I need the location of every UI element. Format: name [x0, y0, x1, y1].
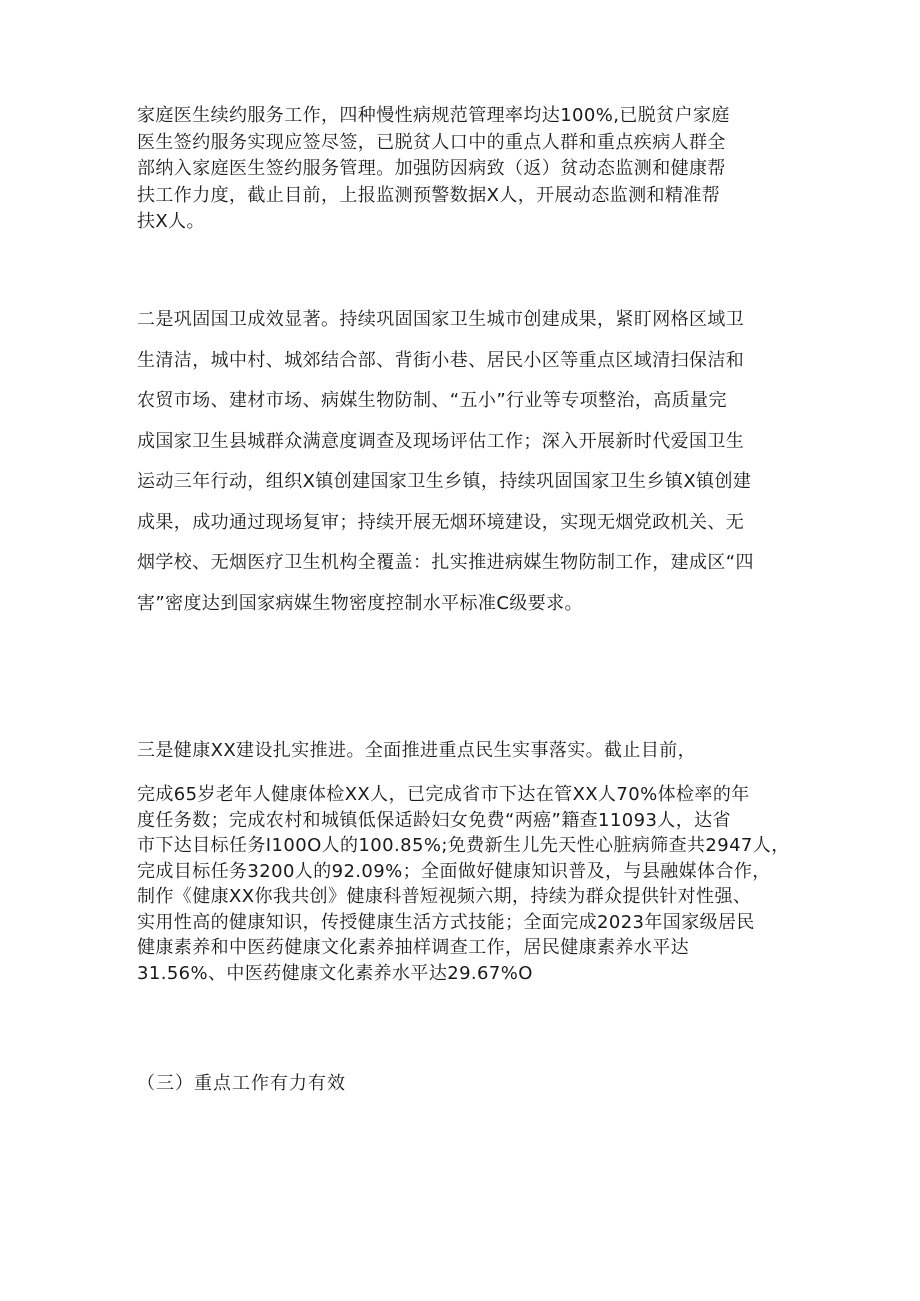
paragraph-healthy-xx-details: 完成65岁老年人健康体检XX人，已完成省市下达在管XX人70%体检率的年 度任务数；完成农村和城镇低保适龄妇女免费“两癌”籍查11093人，达省 市下达目标任务I100O人的100.85%;免费新生儿先天性心脏病筛查共2947人， 完成目标任务3200人的92.09%；全面做好健康知识普及，与县融媒体合作， 制作《健康XX你我共创》健康科普短视频六期，持续为群众提供针对性强、 实用性高的健康知识，传授健康生活方式技能；全面完成2023年国家级居民 健康素养和中医药健康文化素养抽样调查工作，居民健康素养水平达 31.56%、中医药健康文化素养水平达29.67%O — [137, 784, 790, 984]
paragraph-national-sanitation: 二是巩固国卫成效显著。持续巩固国家卫生城市创建成果，紧盯网格区域卫 生清洁，城中村、城郊结合部、背街小巷、居民小区等重点区域清扫保洁和 农贸市场、建材市场、病媒生物防制、“五小”行业等专项整治，高质量完 成国家卫生县城群众满意度调查及现场评估工作；深入开展新时代爱国卫生 运动三年行动，组织X镇创建国家卫生乡镇，持续巩固国家卫生乡镇X镇创建 成果，成功通过现场复审；持续开展无烟环境建设，实现无烟党政机关、无 烟学校、无烟医疗卫生机构全覆盖：扎实推进病媒生物防制工作，建成区“四 害”密度达到国家病媒生物密度控制水平标准C级要求。 — [137, 309, 754, 614]
paragraph-family-doctor-services: 家庭医生续约服务工作，四种慢性病规范管理率均达100%,已脱贫户家庭 医生签约服务实现应签尽签，已脱贫人口中的重点人群和重点疾病人群全 部纳入家庭医生签约服务管理。加强防因病致（返）贫动态监测和健康帮 扶工作力度，截止目前，上报监测预警数据X人，开展动态监测和精准帮 扶X人。 — [137, 105, 730, 232]
paragraph-healthy-xx-intro: 三是健康XX建设扎实推进。全面推进重点民生实事落实。截止目前， — [137, 740, 697, 761]
section-heading: （三）重点工作有力有效 — [137, 1073, 346, 1094]
